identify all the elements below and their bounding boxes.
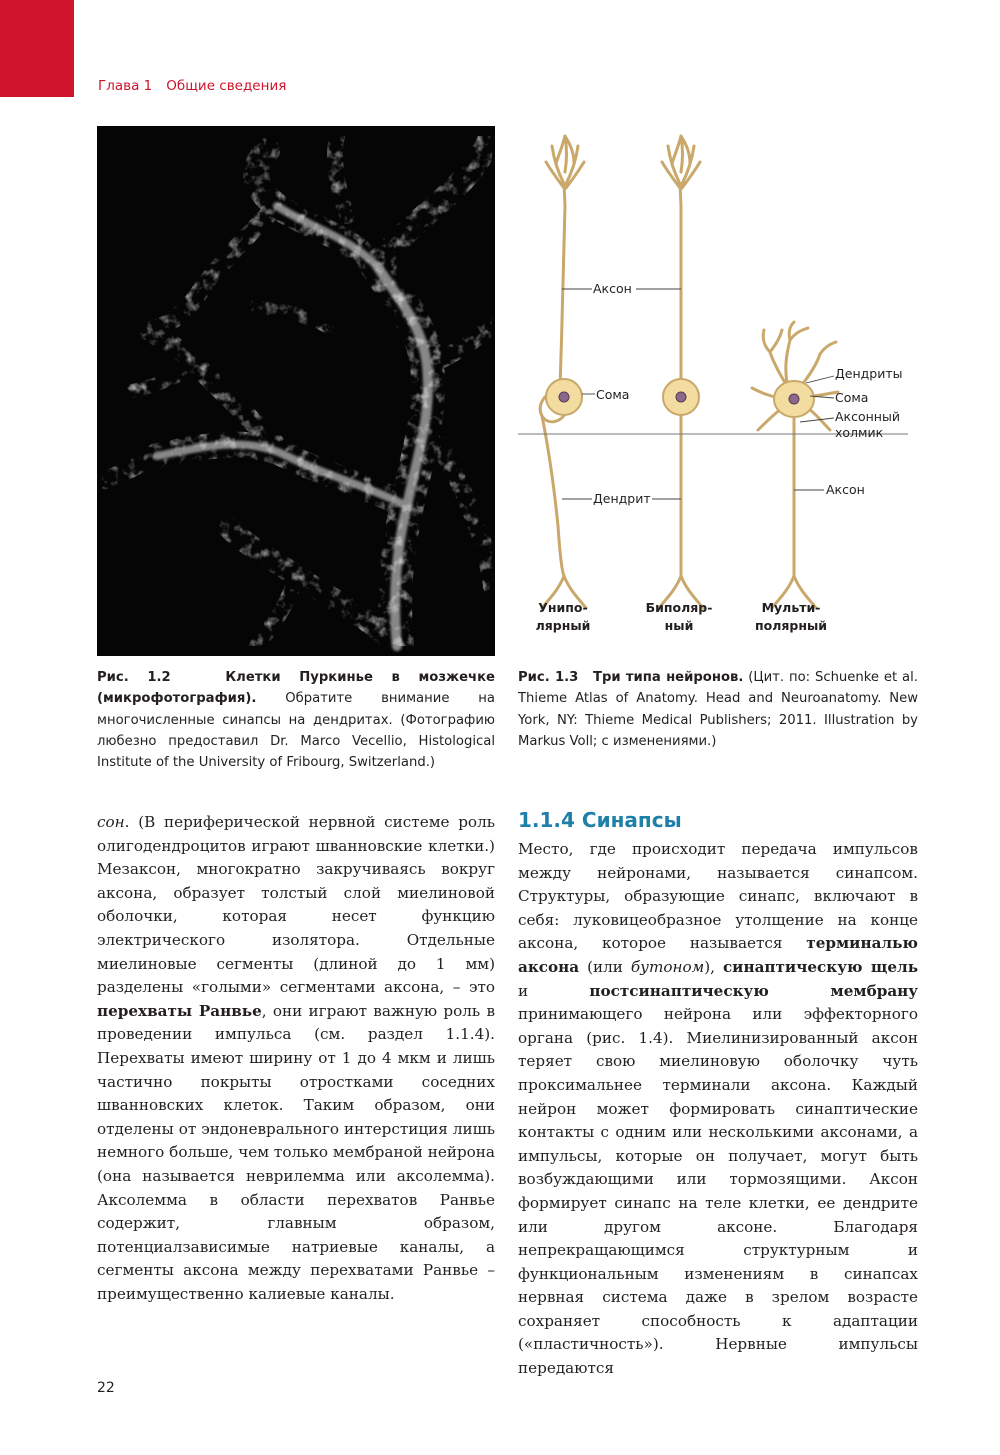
label-soma-right: Сома <box>835 390 869 405</box>
label-soma-left: Сома <box>596 387 630 402</box>
figure-1-3-caption <box>518 667 918 752</box>
label-axon-top: Аксон <box>593 281 632 296</box>
chapter-number: Глава 1 <box>98 78 153 94</box>
figure-1-2-caption <box>97 667 495 773</box>
bipolar-dendrites-icon <box>662 136 700 206</box>
neuron-types-diagram <box>518 126 918 646</box>
figure-1-2-text: Обратите внимание на многочисленные синапсы на дендритах. (Фотографию любезно предоставил Dr. Marco Vecellio, Histological Institute of the University of Fribourg, Switzerland.) <box>97 691 495 771</box>
italic-word: сон <box>97 813 125 831</box>
paragraph-text: принимающего нейрона или эффекторного органа (рис. 1.4). Миелинизированный аксон теряет свою миелиновую оболочку чуть проксимальнее терминали аксона. Каждый нейрон может формировать синаптические контакты с одним или несколькими аксонами, а импульсы, которые он получает, могут быть возбуждающими или тормозящими. Аксон формирует синапс на теле клетки, ее дендрите или другом аксоне. Благодаря непрекращающимся структурным и функциональным изменениям в синапсах нервная система даже в зрелом возрасте сохраняет способность к адаптации («пластичность»). Нервные импульсы передаются <box>518 1005 918 1378</box>
label-axon-hillock-line1: Аксонный <box>835 409 900 424</box>
type-bipolar-line2: ный <box>664 618 694 633</box>
label-axon-right: Аксон <box>826 482 865 497</box>
chapter-color-tab <box>0 0 74 97</box>
type-unipolar-line1: Унипо- <box>538 600 588 615</box>
term-synaptic-cleft: синаптическую щель <box>722 957 918 976</box>
label-dendrites: Дендриты <box>835 366 903 381</box>
term-axon-terminal: терминалью аксона <box>518 934 918 976</box>
term-postsynaptic-membrane: постсинаптическую мембрану <box>589 981 919 1000</box>
figure-1-2-title: Клетки Пуркинье в мозжечке (микрофотография). <box>97 670 495 707</box>
paragraph-text: . (В периферической нервной системе роль олигодендроцитов играют шванновские клетки.) Мезаксон, многократно закручиваясь вокруг аксона, образует толстый слой миелиновой оболочки, которая несет функцию электрического изолятора. Отдельные миелиновые сегменты (длиной до 1 мм) разделены «голыми» сегментами аксона, – это <box>97 813 495 997</box>
type-unipolar-line2: лярный <box>535 618 591 633</box>
figure-1-3-number: Рис. 1.3 <box>518 670 579 685</box>
figure-1-3-text: (Цит. по: Schuenke et al. Thieme Atlas of Anatomy. Head and Neuroanatomy. New York, NY: Thieme Medical Publishers; 2011. Illustration by Markus Voll; с изменениями.) <box>518 670 918 749</box>
figure-1-2-number: Рис. 1.2 <box>97 670 171 685</box>
body-text-right-column <box>518 838 918 1381</box>
paragraph-text: и <box>518 981 590 1000</box>
paragraph-text: , они играют важную роль в проведении импульса (см. раздел 1.1.4). Перехваты имеют ширину от 1 до 4 мкм и лишь частично покрыты отростками соседних шванновских клеток. Таким образом, они отделены от эндоневрального интерстиция лишь немного больше, чем только мембраной нейрона (она называется неврилемма или аксолемма). Аксолемма в области перехватов Ранвье содержит, главным образом, потенциалзависимые натриевые каналы, а сегменты аксона между перехватами Ранвье – преимущественно калиевые каналы. <box>97 1001 495 1303</box>
unipolar-dendrites-icon <box>546 136 584 206</box>
type-multipolar-line1: Мульти- <box>761 600 821 615</box>
page-number: 22 <box>97 1380 115 1396</box>
body-text-left-column <box>97 811 495 1306</box>
label-axon-hillock-line2: холмик <box>835 425 884 440</box>
type-multipolar-line2: полярный <box>754 618 828 633</box>
type-bipolar-line1: Биполяр- <box>645 600 713 615</box>
paragraph-text: ), <box>704 957 723 976</box>
term-bouton: бутоном <box>630 957 705 976</box>
section-heading: 1.1.4 Синапсы <box>518 808 682 832</box>
purkinje-cells-micrograph <box>97 126 495 656</box>
figure-1-3-title: Три типа нейронов. <box>592 670 744 685</box>
term-ranvier-nodes: перехваты Ранвье <box>97 1001 262 1020</box>
paragraph-text: (или <box>579 957 631 976</box>
running-header <box>98 78 286 94</box>
chapter-title: Общие сведения <box>166 78 287 94</box>
label-dendrite: Дендрит <box>593 491 651 506</box>
paragraph-text: Место, где происходит передача импульсов между нейронами, называется синапсом. Структуры, образующие синапс, включают в себя: луковицеобразное утолщение на конце аксона, которое называется <box>518 840 918 953</box>
